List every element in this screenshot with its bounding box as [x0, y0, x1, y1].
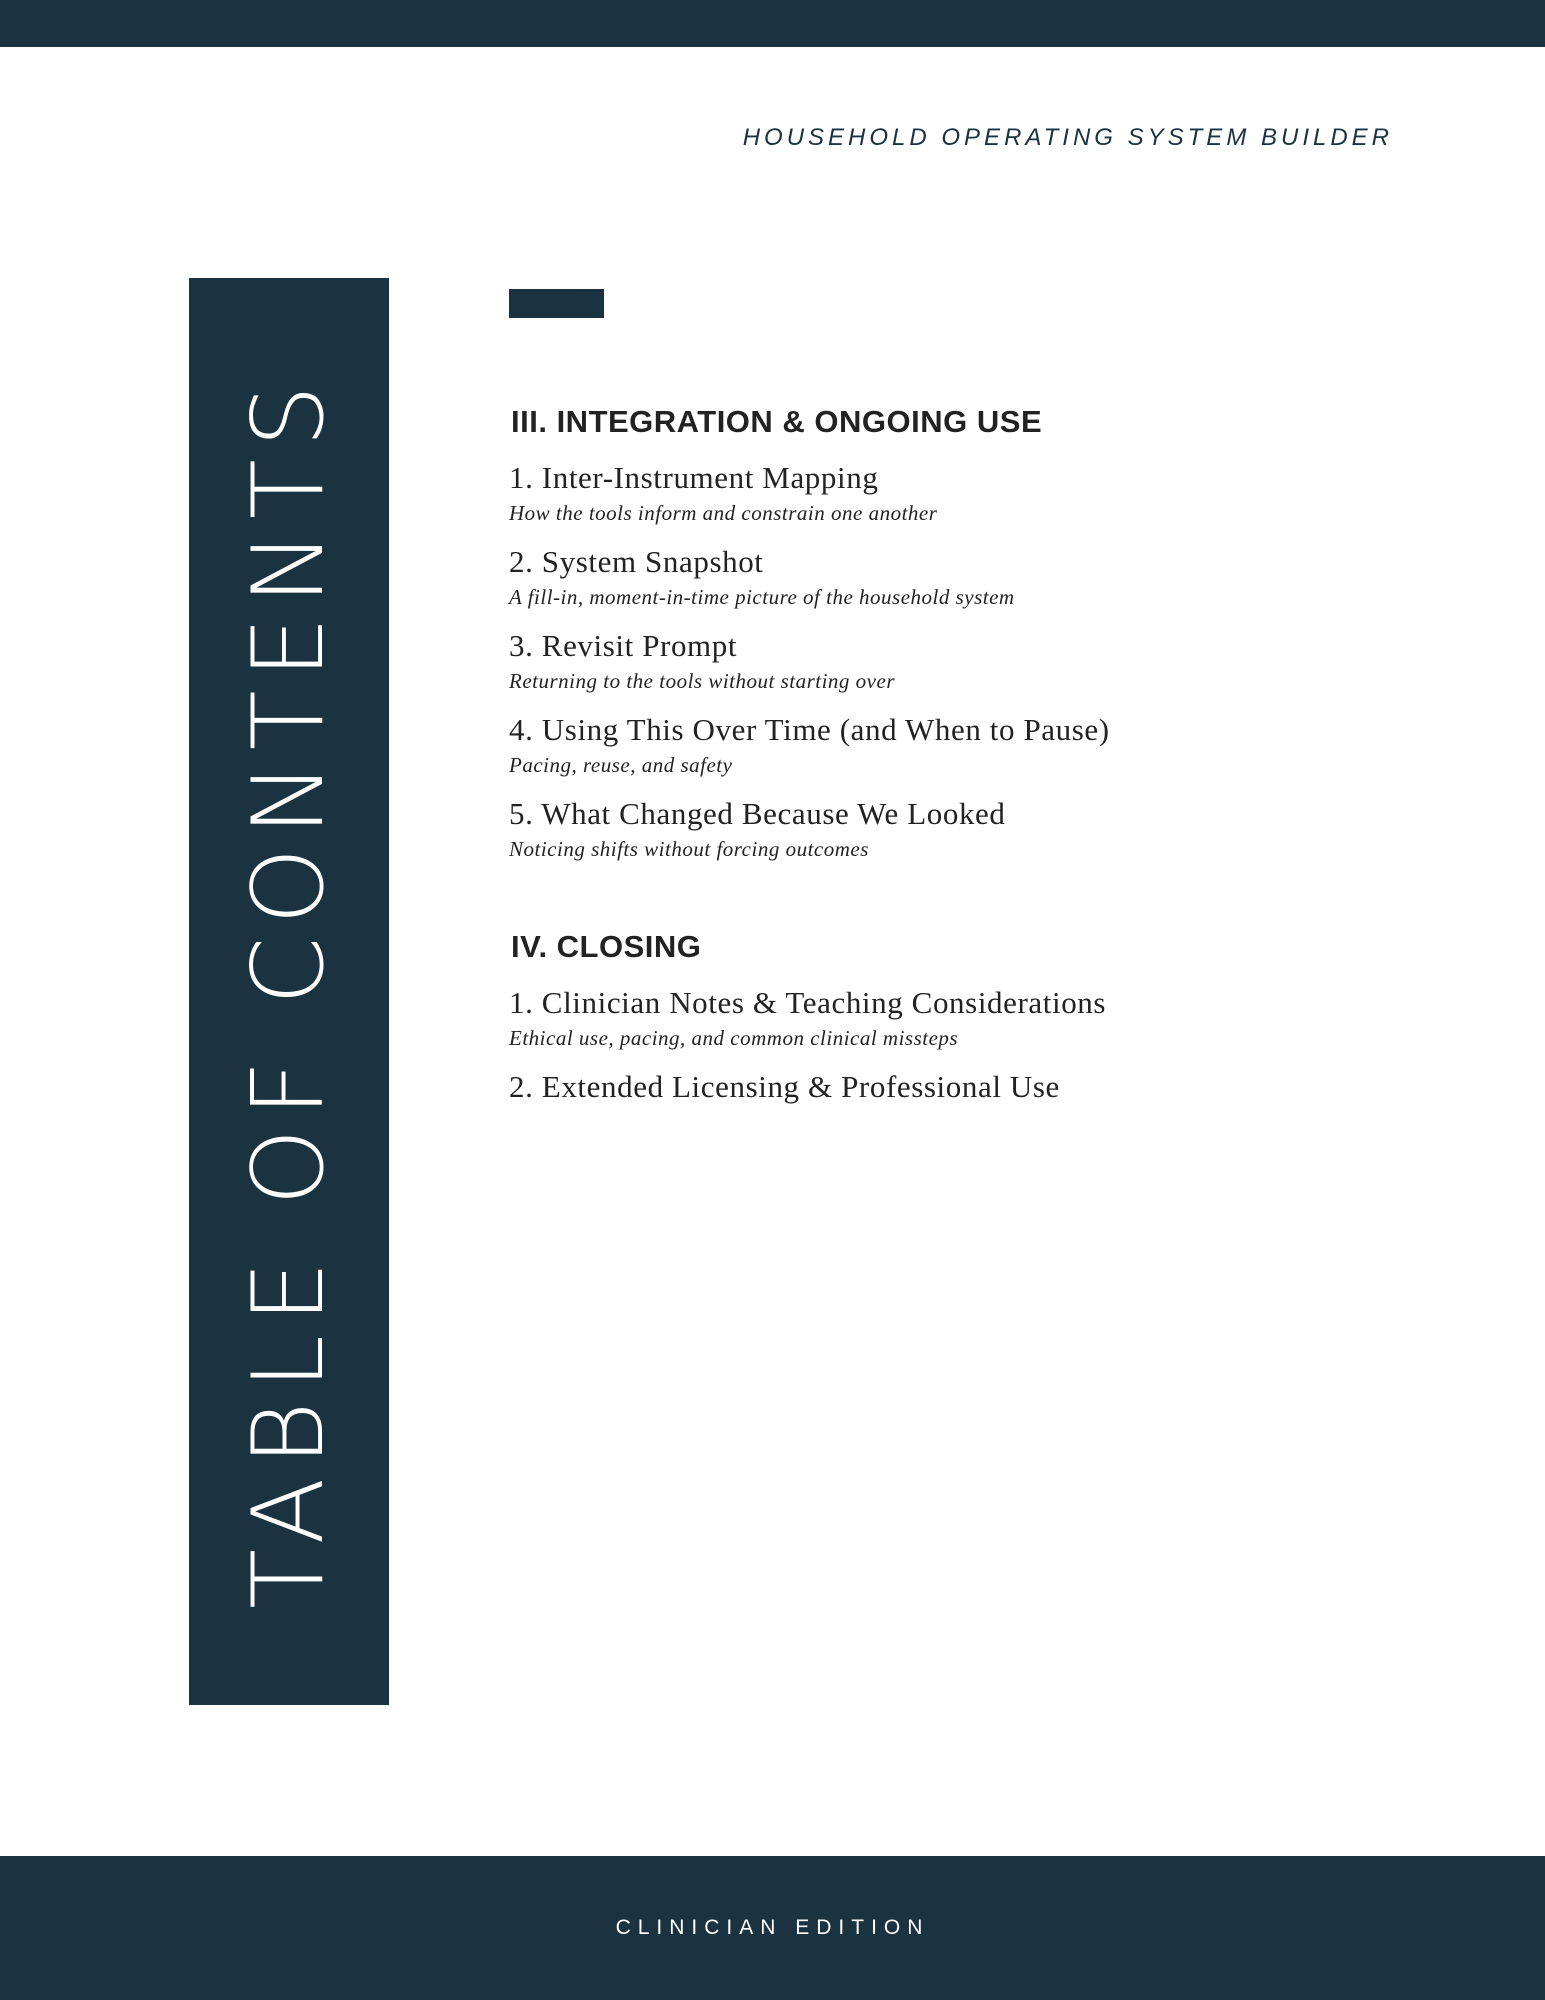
- toc-entry-title[interactable]: 2. Extended Licensing & Professional Use: [509, 1069, 1060, 1104]
- toc-list: [509, 400, 1409, 1107]
- toc-entry-subtitle: Returning to the tools without starting over: [509, 669, 895, 693]
- edition-label: CLINICIAN EDITION: [615, 1916, 930, 1939]
- toc-entry-subtitle: Noticing shifts without forcing outcomes: [509, 837, 869, 861]
- toc-entry-title[interactable]: 2. System Snapshot: [509, 544, 764, 579]
- toc-section-integration: [509, 400, 1409, 863]
- toc-entry-subtitle: A fill-in, moment-in-time picture of the household system: [509, 585, 1015, 609]
- section-heading: IV. CLOSING: [511, 929, 702, 964]
- toc-entry-title[interactable]: 1. Clinician Notes & Teaching Considerations: [509, 985, 1107, 1020]
- toc-entry[interactable]: [509, 710, 1409, 779]
- toc-entry[interactable]: [509, 1067, 1409, 1107]
- toc-entry-subtitle: How the tools inform and constrain one another: [509, 501, 938, 525]
- toc-entry-title[interactable]: 4. Using This Over Time (and When to Pause): [509, 712, 1110, 747]
- document-header-title: HOUSEHOLD OPERATING SYSTEM BUILDER: [742, 124, 1393, 151]
- toc-entry[interactable]: [509, 626, 1409, 695]
- toc-entry-title[interactable]: 1. Inter-Instrument Mapping: [509, 460, 879, 495]
- toc-entry-subtitle: Ethical use, pacing, and common clinical missteps: [509, 1026, 959, 1050]
- toc-section-closing: [509, 925, 1409, 1107]
- table-of-contents-title: TABLE OF CONTENTS: [232, 373, 346, 1609]
- toc-entry[interactable]: [509, 794, 1409, 863]
- toc-entry[interactable]: [509, 542, 1409, 611]
- toc-entry-subtitle: Pacing, reuse, and safety: [509, 753, 733, 777]
- toc-entry-title[interactable]: 5. What Changed Because We Looked: [509, 796, 1006, 831]
- section-heading: III. INTEGRATION & ONGOING USE: [511, 404, 1043, 439]
- bottom-bar: [0, 1856, 1545, 2000]
- side-panel: [189, 278, 389, 1705]
- top-bar: [0, 0, 1545, 47]
- accent-block: [509, 289, 604, 318]
- toc-entry[interactable]: [509, 458, 1409, 527]
- toc-entry[interactable]: [509, 983, 1409, 1052]
- toc-entry-title[interactable]: 3. Revisit Prompt: [509, 628, 738, 663]
